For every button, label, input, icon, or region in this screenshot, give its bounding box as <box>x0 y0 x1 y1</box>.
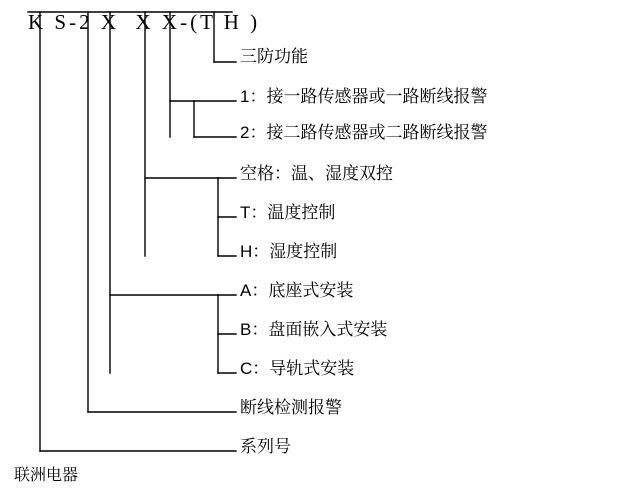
entry-label-0: 三防功能 <box>240 47 308 66</box>
entry-label-2: 2：接二路传感器或二路断线报警 <box>240 123 488 142</box>
entry-label-6: A：底座式安装 <box>240 281 354 300</box>
entry-label-7: B：盘面嵌入式安装 <box>240 320 388 339</box>
entry-label-3: 空格：温、湿度双控 <box>240 164 393 183</box>
entry-label-8: C：导轨式安装 <box>240 359 355 378</box>
product-code: K S-2 X X X-(T H ) <box>28 10 261 34</box>
entry-label-9: 断线检测报警 <box>240 398 342 417</box>
entry-label-10: 系列号 <box>240 437 291 456</box>
entry-label-1: 1：接一路传感器或一路断线报警 <box>240 87 488 106</box>
entry-label-5: H：湿度控制 <box>240 242 338 261</box>
brand-name: 联洲电器 <box>14 467 79 484</box>
entry-label-4: T：温度控制 <box>240 203 336 222</box>
